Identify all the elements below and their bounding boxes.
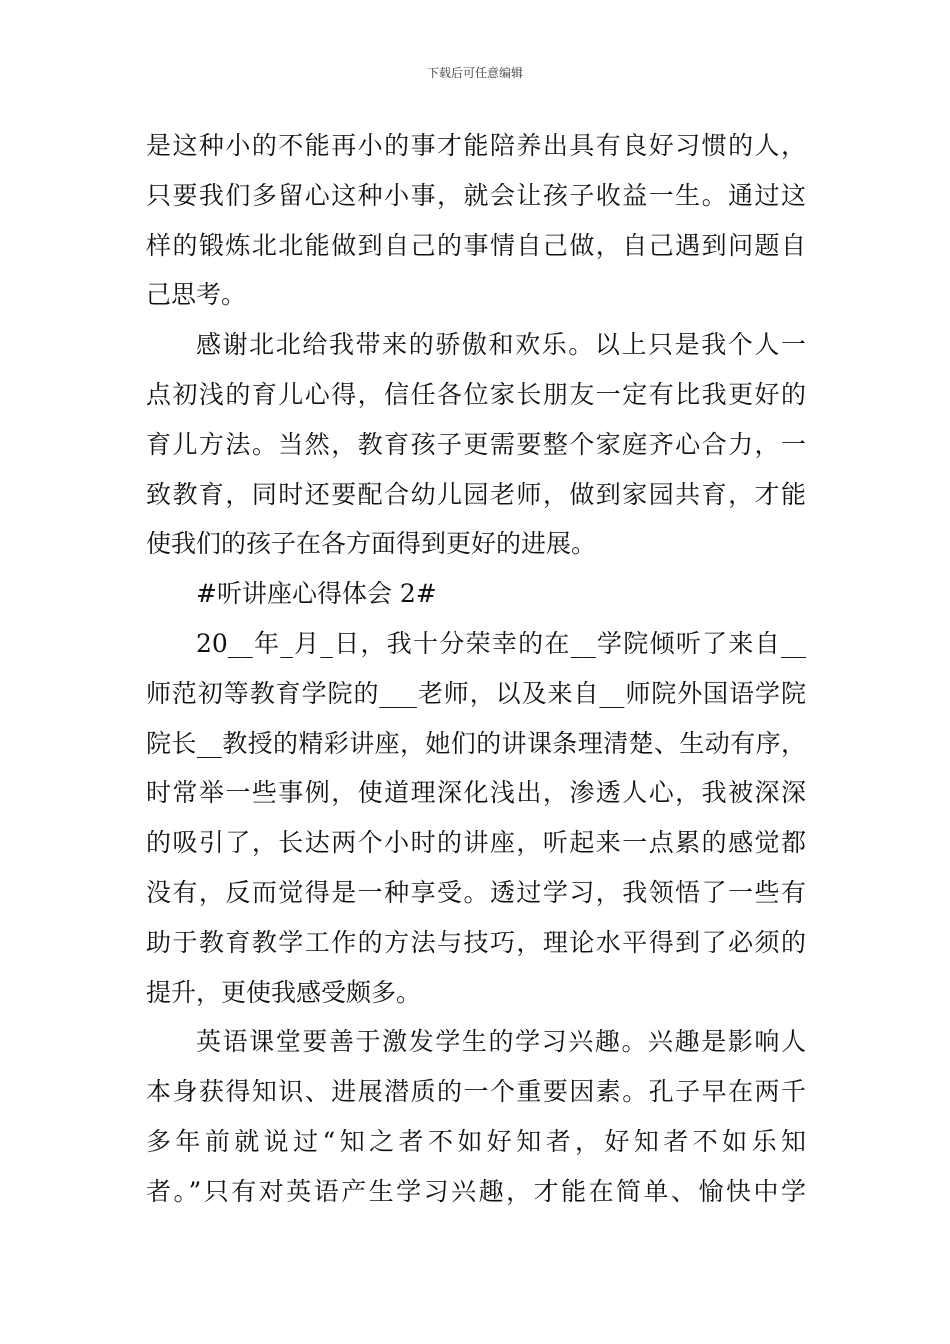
paragraph-first-line: 20__年_月_日，我十分荣幸的在__学院倾听了来自__ — [196, 628, 806, 658]
text-line: 助于教育教学工作的方法与技巧，理论水平得到了必须的 — [146, 927, 806, 957]
text-line: 是这种小的不能再小的事才能陪养出具有良好习惯的人， — [146, 131, 806, 160]
page-header: 下载后可任意编辑 — [426, 66, 523, 80]
body-text — [146, 121, 806, 1217]
text-line: 时常举一些事例，使道理深化浅出，渗透人心，我被深深 — [146, 778, 806, 808]
text-line: 致教育，同时还要配合幼儿园老师，做到家园共育，才能 — [146, 479, 806, 509]
paragraph-first-line: 英语课堂要善于激发学生的学习兴趣。兴趣是影响人 — [196, 1027, 806, 1057]
text-line: 院长__教授的精彩讲座，她们的讲课条理清楚、生动有序， — [146, 728, 806, 758]
section-heading: #听讲座心得体会 2# — [196, 579, 437, 609]
text-line: 点初浅的育儿心得，信任各位家长朋友一定有比我更好的 — [146, 379, 806, 409]
text-line: 只要我们多留心这种小事，就会让孩子收益一生。通过这 — [146, 180, 806, 210]
text-line: 多年前就说过“知之者不如好知者，好知者不如乐知 — [146, 1126, 806, 1156]
text-line: 师范初等教育学院的___老师，以及来自__师院外国语学院 — [146, 678, 806, 708]
text-line: 提升，更使我感受颇多。 — [146, 977, 422, 1007]
text-line: 的吸引了，长达两个小时的讲座，听起来一点累的感觉都 — [146, 828, 806, 858]
text-line: 使我们的孩子在各方面得到更好的进展。 — [146, 529, 597, 559]
paragraph-first-line: 感谢北北给我带来的骄傲和欢乐。以上只是我个人一 — [196, 330, 806, 360]
text-line: 没有，反而觉得是一种享受。透过学习，我领悟了一些有 — [146, 877, 806, 907]
text-line: 样的锻炼北北能做到自己的事情自己做，自己遇到问题自 — [146, 230, 806, 260]
text-line: 育儿方法。当然，教育孩子更需要整个家庭齐心合力，一 — [146, 429, 806, 459]
text-line: 者。”只有对英语产生学习兴趣，才能在简单、愉快中学 — [146, 1176, 806, 1206]
text-line: 己思考。 — [146, 280, 247, 310]
text-line: 本身获得知识、进展潜质的一个重要因素。孔子早在两千 — [146, 1077, 806, 1107]
